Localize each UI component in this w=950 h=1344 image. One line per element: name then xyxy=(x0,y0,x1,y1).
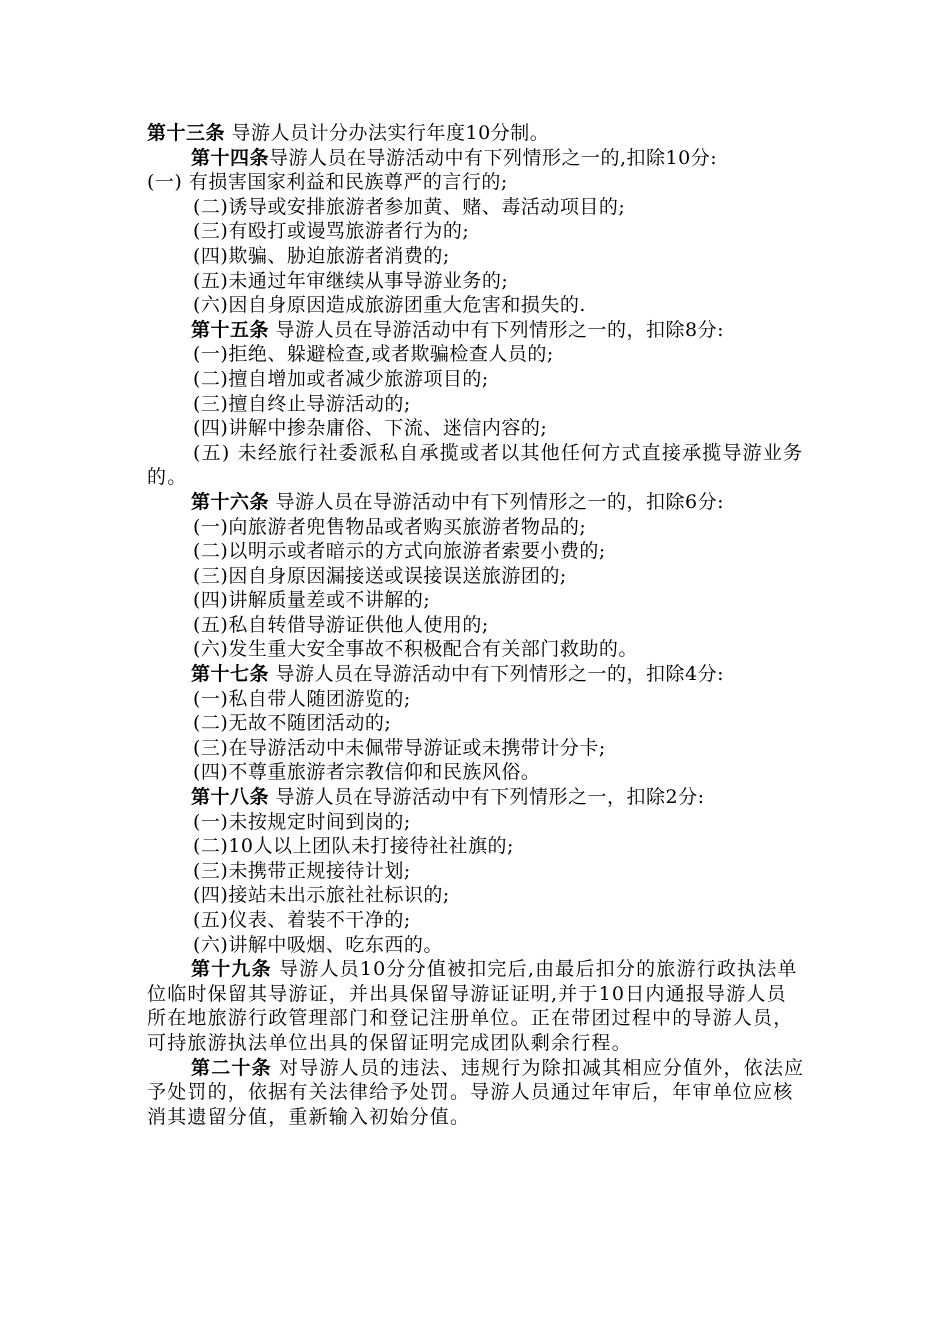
article-15-item: (三)擅自终止导游活动的; xyxy=(193,392,411,415)
article-17-item: (一)私自带人随团游览的; xyxy=(193,687,411,710)
article-14-item: (四)欺骗、胁迫旅游者消费的; xyxy=(193,244,450,267)
article-18-item: (一)未按规定时间到岗的; xyxy=(193,810,411,833)
article-16-item: (二)以明示或者暗示的方式向旅游者索要小费的; xyxy=(193,540,606,563)
article-17-item: (二)无故不随团活动的; xyxy=(193,712,392,735)
article-19-text: 导游人员10分分值被扣完后,由最后扣分的旅游行政执法单位临时保留其导游证，并出具保留导游证证明,并于10日内通报导游人员所在地旅游行政管理部门和登记注册单位。正在带团过程中的导游人员，可持旅游执法单位出具的保留证明完成团队剩余行程。 xyxy=(147,958,798,1054)
article-14-item: (六)因自身原因造成旅游团重大危害和损失的. xyxy=(193,294,586,317)
article-20-text: 对导游人员的违法、违规行为除扣减其相应分值外，依法应予处罚的，依据有关法律给予处罚。导游人员通过年审后，年审单位应核消其遗留分值，重新输入初始分值。 xyxy=(147,1056,805,1128)
article-18-heading: 第十八条 xyxy=(191,786,270,809)
article-16-item: (四)讲解质量差或不讲解的; xyxy=(193,589,431,612)
article-19-heading: 第十九条 xyxy=(191,958,272,981)
article-16-item: (六)发生重大安全事故不积极配合有关部门救助的。 xyxy=(193,638,638,661)
article-14-heading: 第十四条 xyxy=(191,146,270,169)
article-15-text: 导游人员在导游活动中有下列情形之一的，扣除8分: xyxy=(269,318,725,341)
article-16 xyxy=(147,490,807,515)
article-15-item: (一)拒绝、躲避检查,或者欺骗检查人员的; xyxy=(193,343,554,366)
article-15-item-wrapped: (五) 未经旅行社委派私自承揽或者以其他任何方式直接承揽导游业务的。 xyxy=(147,441,804,489)
article-15-item: (二)擅自增加或者减少旅游项目的; xyxy=(193,367,489,390)
article-19 xyxy=(147,957,807,1055)
article-18-item: (二)10人以上团队未打接待社社旗的; xyxy=(193,835,514,858)
article-14-item: (三)有殴打或谩骂旅游者行为的; xyxy=(193,220,470,243)
article-18-text: 导游人员在导游活动中有下列情形之一，扣除2分: xyxy=(269,786,705,809)
article-17-heading: 第十七条 xyxy=(191,663,270,686)
article-16-item: (三)因自身原因漏接送或误接误送旅游团的; xyxy=(193,564,567,587)
article-17 xyxy=(147,662,807,687)
article-17-text: 导游人员在导游活动中有下列情形之一的，扣除4分: xyxy=(269,663,725,686)
article-14-text: 导游人员在导游活动中有下列情形之一的,扣除10分: xyxy=(269,146,718,169)
article-14-item: (五)未通过年审继续从事导游业务的; xyxy=(193,269,509,292)
article-16-heading: 第十六条 xyxy=(191,490,270,513)
article-20-heading: 第二十条 xyxy=(191,1056,272,1079)
article-17-item: (四)不尊重旅游者宗教信仰和民族风俗。 xyxy=(193,761,541,784)
article-16-item: (五)私自转借导游证供他人使用的; xyxy=(193,613,489,636)
article-20 xyxy=(147,1056,807,1130)
article-18-item: (四)接站未出示旅社社标识的; xyxy=(193,884,450,907)
article-18-item: (三)未携带正规接待计划; xyxy=(193,859,411,882)
article-13-heading: 第十三条 xyxy=(147,122,226,144)
article-15-heading: 第十五条 xyxy=(191,318,270,341)
article-16-text: 导游人员在导游活动中有下列情形之一的，扣除6分: xyxy=(269,490,725,513)
article-17-item: (三)在导游活动中未佩带导游证或未携带计分卡; xyxy=(193,736,606,759)
article-13 xyxy=(147,121,807,146)
article-18-item: (五)仪表、着装不干净的; xyxy=(193,909,411,931)
article-14-item: (一) 有损害国家利益和民族尊严的言行的; xyxy=(147,171,508,194)
article-18 xyxy=(147,785,807,810)
article-15 xyxy=(147,318,807,343)
article-14 xyxy=(147,146,807,171)
article-13-text: 导游人员计分办法实行年度10分制。 xyxy=(225,122,550,144)
article-18-item: (六)讲解中吸烟、吃东西的。 xyxy=(193,933,443,956)
article-14-item: (二)诱导或安排旅游者参加黄、赌、毒活动项目的; xyxy=(193,195,626,218)
article-15-item: (四)讲解中掺杂庸俗、下流、迷信内容的; xyxy=(193,417,548,440)
document-page xyxy=(147,121,807,1129)
article-16-item: (一)向旅游者兜售物品或者购买旅游者物品的; xyxy=(193,515,587,538)
